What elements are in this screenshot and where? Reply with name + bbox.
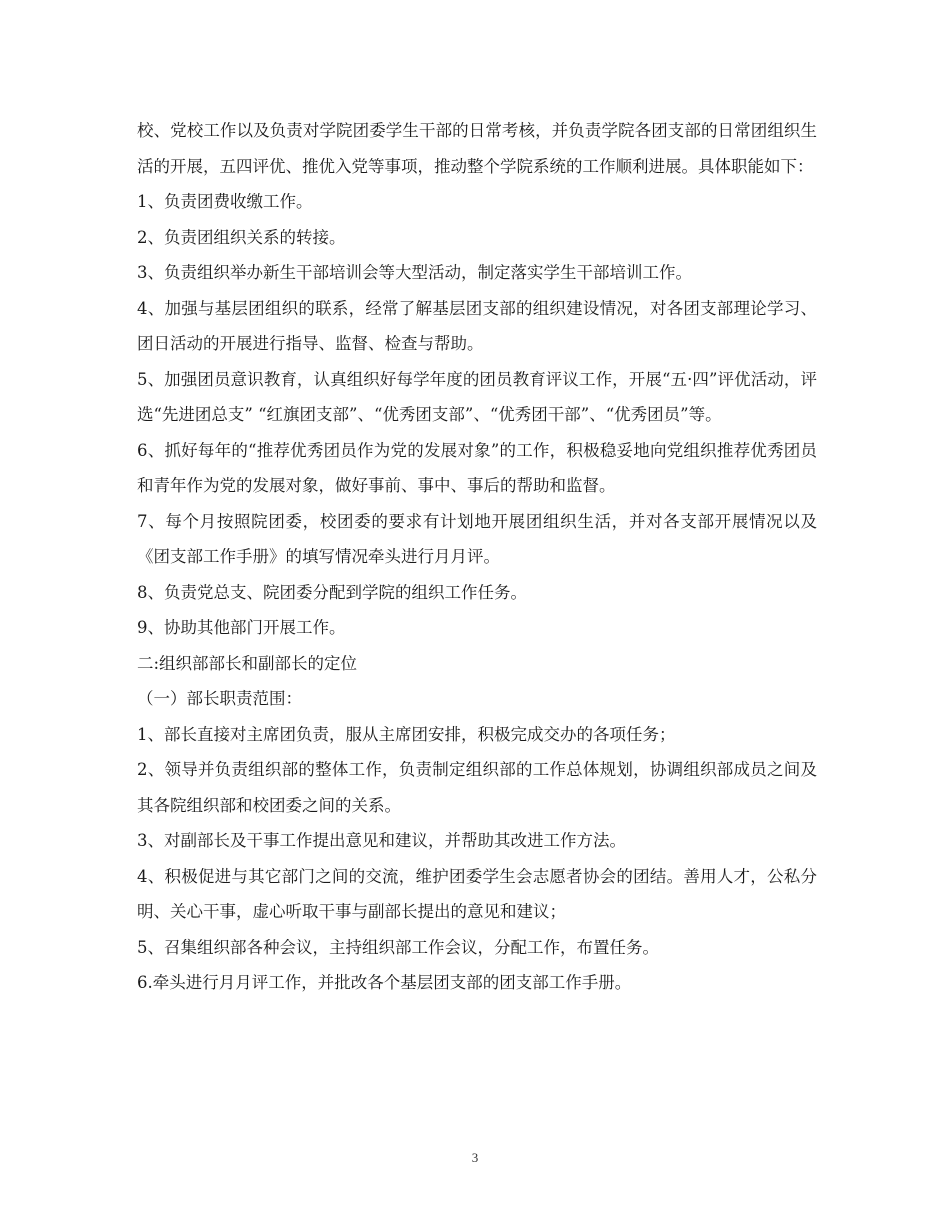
subsection-heading-minister-duties: （一）部长职责范围： bbox=[137, 689, 302, 708]
paragraph-duty-1: 1、负责团费收缴工作。 bbox=[137, 192, 313, 211]
paragraph-duty-6: 6、抓好每年的“推荐优秀团员作为党的发展对象”的工作，积极稳妥地向党组织推荐优秀团员和青年作为党的发展对象，做好事前、事中、事后的帮助和监督。 bbox=[137, 440, 817, 495]
paragraph-minister-duty-5: 5、召集组织部各种会议，主持组织部工作会议，分配工作，布置任务。 bbox=[137, 937, 659, 957]
paragraph-duty-2: 2、负责团组织关系的转接。 bbox=[137, 227, 346, 247]
paragraph-duty-4: 4、加强与基层团组织的联系，经常了解基层团支部的组织建设情况，对各团支部理论学习、团日活动的开展进行指导、监督、检查与帮助。 bbox=[137, 298, 817, 353]
paragraph-minister-duty-4: 4、积极促进与其它部门之间的交流，维护团委学生会志愿者协会的团结。善用人才，公私分明、关心干事，虚心听取干事与副部长提出的意见和建议； bbox=[137, 866, 817, 921]
section-heading-positioning: 二:组织部部长和副部长的定位 bbox=[137, 653, 358, 673]
paragraph-duty-7: 7、每个月按照院团委，校团委的要求有计划地开展团组织生活，并对各支部开展情况以及《团支部工作手册》的填写情况牵头进行月月评。 bbox=[137, 511, 817, 566]
paragraph-minister-duty-3: 3、对副部长及干事工作提出意见和建议，并帮助其改进工作方法。 bbox=[137, 831, 626, 850]
paragraph-minister-duty-6: 6.牵头进行月月评工作，并批改各个基层团支部的团支部工作手册。 bbox=[137, 973, 632, 992]
paragraph-intro: 校、党校工作以及负责对学院团委学生干部的日常考核，并负责学院各团支部的日常团组织生活的开展，五四评优、推优入党等事项，推动整个学院系统的工作顺利进展。具体职能如下： bbox=[137, 121, 817, 176]
paragraph-duty-9: 9、协助其他部门开展工作。 bbox=[137, 618, 346, 637]
page-number: 3 bbox=[471, 1150, 479, 1165]
paragraph-duty-3: 3、负责组织举办新生干部培训会等大型活动，制定落实学生干部培训工作。 bbox=[137, 263, 692, 282]
paragraph-minister-duty-2: 2、领导并负责组织部的整体工作，负责制定组织部的工作总体规划，协调组织部成员之间及其各院组织部和校团委之间的关系。 bbox=[137, 760, 817, 815]
paragraph-duty-5: 5、加强团员意识教育，认真组织好每学年度的团员教育评议工作，开展“五·四”评优活动，评选“先进团总支” “红旗团支部”、“优秀团支部”、“优秀团干部”、“优秀团员”等。 bbox=[137, 369, 817, 424]
paragraph-duty-8: 8、负责党总支、院团委分配到学院的组织工作任务。 bbox=[137, 582, 527, 602]
paragraph-minister-duty-1: 1、部长直接对主席团负责，服从主席团安排，积极完成交办的各项任务； bbox=[137, 724, 676, 744]
document-body bbox=[137, 113, 817, 1001]
